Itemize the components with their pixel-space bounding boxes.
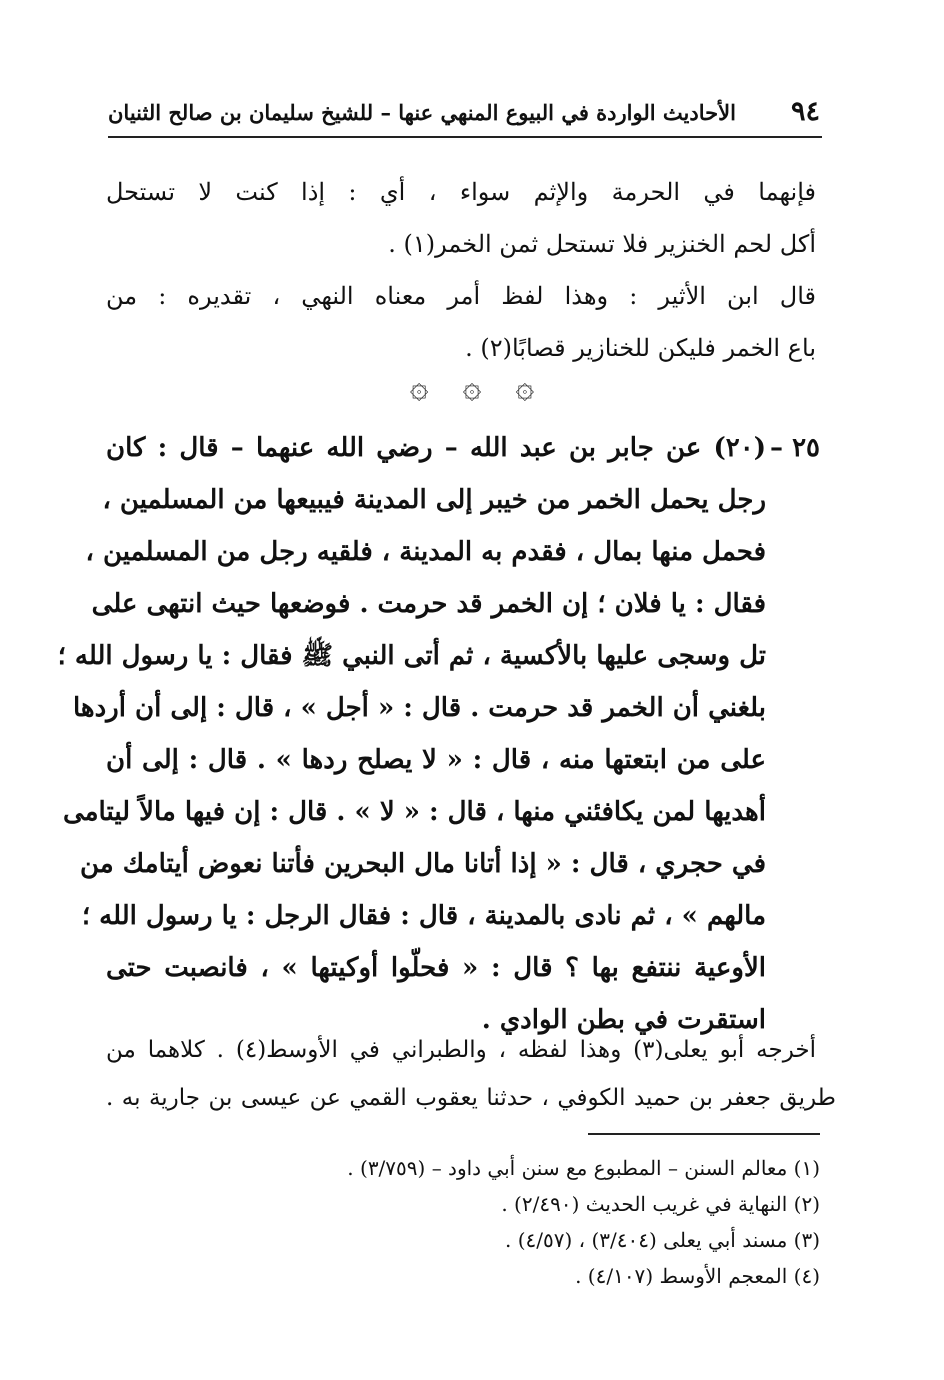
text-line: أخرجه أبو يعلى(٣) وهذا لفظه ، والطبراني في الأوسط(٤) . كلاهما من bbox=[106, 1037, 817, 1063]
text-line: أهديها لمن يكافئني منها ، قال : « لا » . قال : إن فيها مالاً ليتامى bbox=[62, 797, 766, 827]
takhrij-paragraph bbox=[106, 1026, 836, 1122]
text-line: في حجري ، قال : « إذا أتانا مال البحرين فأتنا نعوض أيتامك من bbox=[79, 849, 766, 879]
text-line: فحمل منها بمال ، فقدم به المدينة ، فلقيه رجل من المسلمين ، bbox=[85, 537, 766, 567]
text-line: تل وسجى عليها بالأكسية ، ثم أتى النبي ﷺ فقال : يا رسول الله ؛ bbox=[57, 641, 766, 671]
hadith-number: ٢٥ – bbox=[770, 433, 820, 463]
footnote-divider bbox=[588, 1133, 820, 1135]
text-line: قال ابن الأثير : وهذا لفظ أمر معناه النهي ، تقديره : من bbox=[106, 282, 816, 310]
ornament-icon: ۞ bbox=[462, 367, 482, 405]
page-number: ٩٤ bbox=[790, 96, 820, 127]
text-line: رجل يحمل الخمر من خيبر إلى المدينة فيبيعها من المسلمين ، bbox=[102, 485, 766, 515]
page-header bbox=[108, 92, 822, 138]
ornament-icon: ۞ bbox=[515, 367, 535, 405]
text-line: أكل لحم الخنزير فلا تستحل ثمن الخمر(١) . bbox=[388, 230, 816, 258]
text-line: فقال : يا فلان ؛ إن الخمر قد حرمت . فوضعها حيث انتهى على bbox=[91, 589, 766, 619]
text-line: مالهم » ، ثم نادى بالمدينة ، قال : فقال الرجل : يا رسول الله ؛ bbox=[81, 901, 766, 931]
footnote: (٢) النهاية في غريب الحديث (٢/٤٩٠) . bbox=[501, 1192, 820, 1216]
text-line: الأوعية ننتفع بها ؟ قال : « فحلّوا أوكيتها » ، فانصبت حتى bbox=[106, 953, 766, 983]
footnote: (٣) مسند أبي يعلى (٣/٤٠٤) ، (٤/٥٧) . bbox=[505, 1228, 820, 1252]
text-line: طريق جعفر بن حميد الكوفي ، حدثنا يعقوب القمي عن عيسى بن جارية به . bbox=[106, 1085, 836, 1111]
ornament-icon: ۞ bbox=[409, 367, 429, 405]
text-line: استقرت في بطن الوادي . bbox=[481, 1005, 766, 1035]
running-title: الأحاديث الواردة في البيوع المنهي عنها – للشيخ سليمان بن صالح الثنيان bbox=[108, 100, 736, 125]
section-ornaments bbox=[0, 366, 944, 406]
footnotes bbox=[300, 1150, 820, 1294]
text-line: على من ابتعتها منه ، قال : « لا يصلح ردها » . قال : إلى أن bbox=[106, 745, 766, 775]
footnote: (٤) المعجم الأوسط (٤/١٠٧) . bbox=[575, 1264, 820, 1288]
intro-paragraph bbox=[106, 166, 816, 374]
hadith-text bbox=[57, 422, 820, 1046]
footnote: (١) معالم السنن – المطبوع مع سنن أبي داود – (٣/٧٥٩) . bbox=[347, 1156, 820, 1180]
text-line: بلغني أن الخمر قد حرمت . قال : « أجل » ، قال : إلى أن أردها bbox=[72, 693, 766, 723]
text-line: فإنهما في الحرمة والإثم سواء ، أي : إذا كنت لا تستحل bbox=[106, 178, 816, 206]
text-line: (٢٠) عن جابر بن عبد الله – رضي الله عنهما – قال : كان bbox=[106, 433, 766, 463]
text-line: باع الخمر فليكن للخنازير قصابًا(٢) . bbox=[465, 334, 816, 362]
